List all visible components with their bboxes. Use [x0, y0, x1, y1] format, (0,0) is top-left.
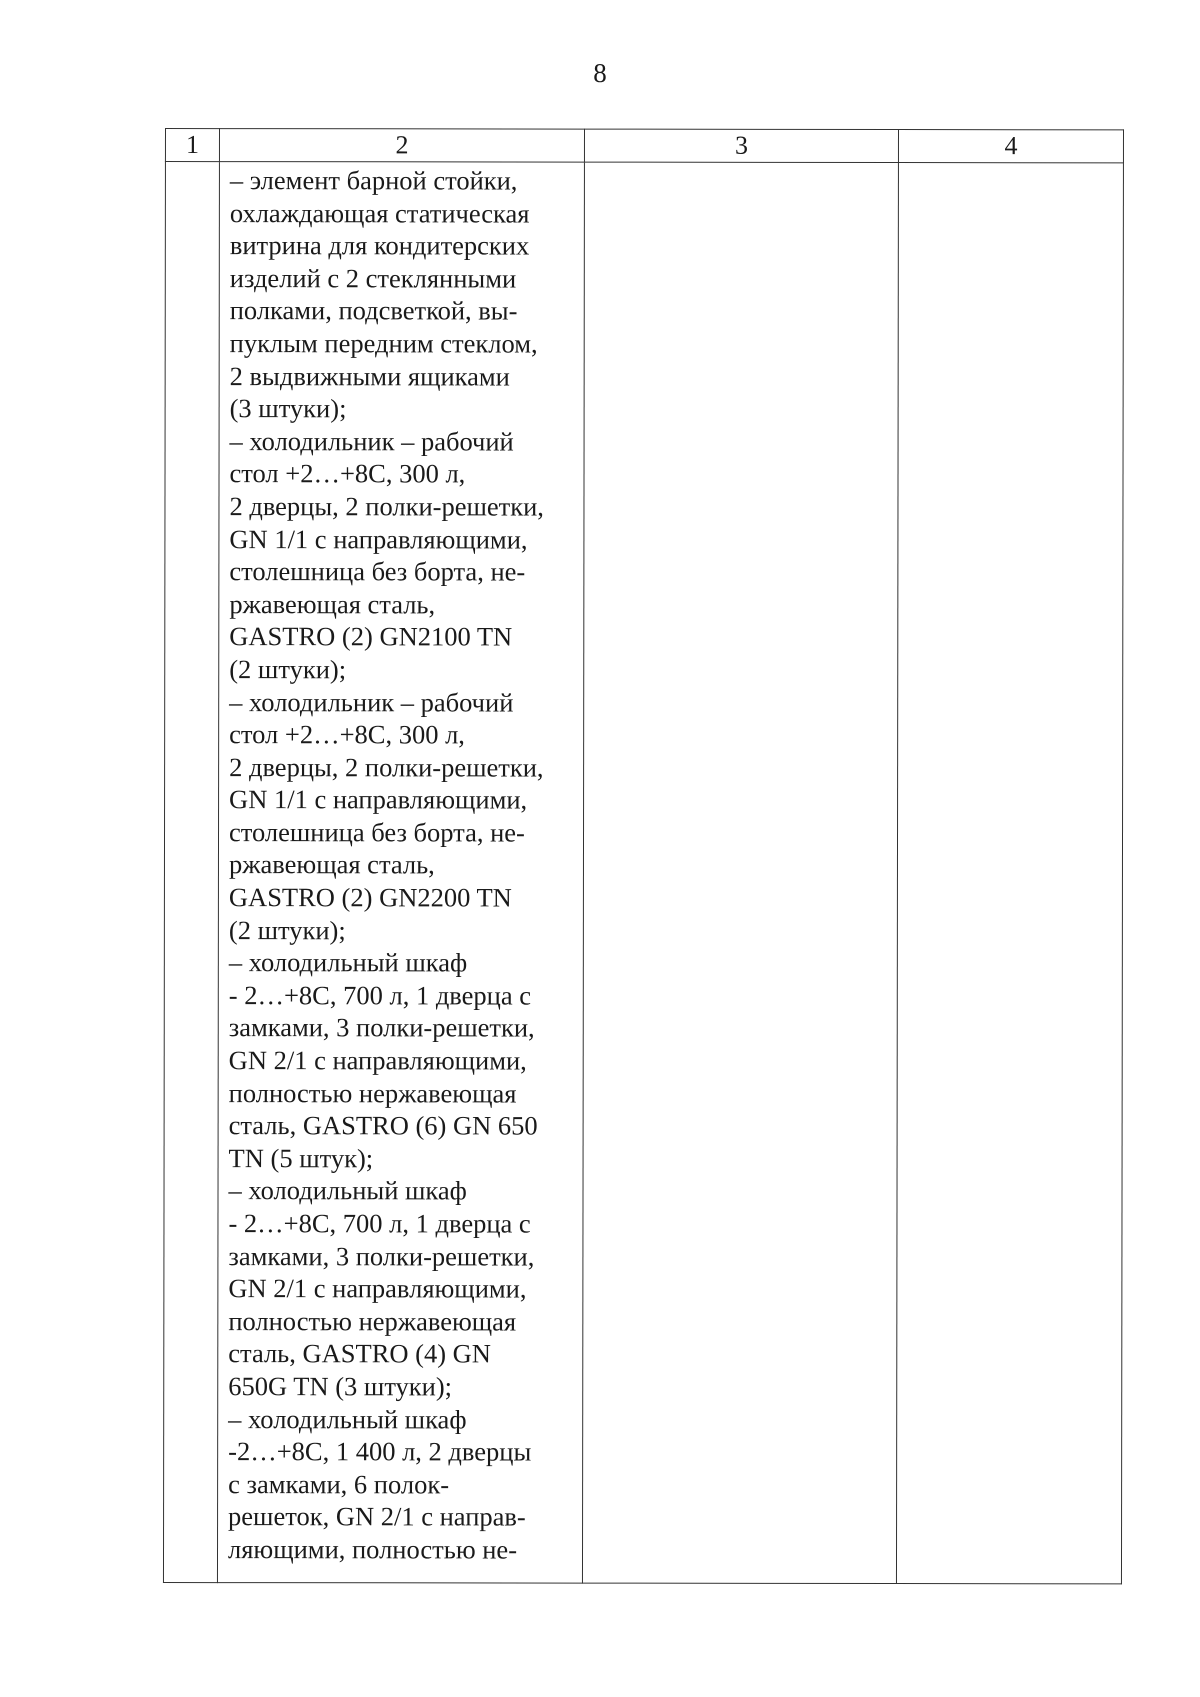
- text-line: GN 2/1 с направляющими,: [228, 1045, 527, 1076]
- text-line: 2 дверцы, 2 полки-решетки,: [229, 751, 544, 783]
- text-line: ржавеющая сталь,: [228, 849, 435, 880]
- text-line: столешница без борта, не-: [228, 816, 525, 848]
- header-col-3: 3: [584, 129, 898, 162]
- header-col-4: 4: [898, 130, 1123, 163]
- cell-col-2: [217, 162, 584, 1584]
- text-line: (2 штуки);: [229, 653, 347, 685]
- text-line: - 2…+8С, 700 л, 1 дверца с: [228, 1208, 531, 1239]
- text-line: 2 дверцы, 2 полки-решетки,: [229, 491, 544, 522]
- text-line: 2 выдвижными ящиками: [229, 360, 510, 392]
- text-line: столешница без борта, не-: [229, 556, 526, 587]
- text-line: ляющими, полностью не-: [227, 1534, 518, 1565]
- equipment-table: [163, 128, 1124, 1584]
- text-line: GASTRO (2) GN2200 TN: [228, 882, 512, 913]
- equipment-description: [218, 162, 584, 1566]
- text-line: стол +2…+8С, 300 л,: [229, 719, 465, 750]
- text-line: ржавеющая сталь,: [229, 588, 436, 620]
- text-line: – холодильный шкаф: [228, 947, 468, 978]
- text-line: (3 штуки);: [229, 393, 347, 424]
- text-line: – холодильник – рабочий: [229, 686, 514, 717]
- text-line: – холодильник – рабочий: [229, 425, 514, 457]
- text-line: – элемент барной стойки,: [229, 165, 518, 196]
- text-line: охлаждающая статическая: [229, 197, 530, 229]
- page-number: 8: [593, 58, 607, 88]
- cell-col-1: [163, 162, 219, 1583]
- text-line: -2…+8С, 1 400 л, 2 дверцы: [228, 1436, 532, 1467]
- text-line: решеток, GN 2/1 с направ-: [228, 1501, 526, 1532]
- text-line: изделий с 2 стеклянными: [229, 262, 517, 294]
- text-line: сталь, GASTRO (4) GN: [228, 1338, 491, 1369]
- table-header-row: [165, 129, 1123, 163]
- text-line: сталь, GASTRO (6) GN 650: [228, 1110, 538, 1141]
- text-line: - 2…+8С, 700 л, 1 дверца с: [228, 979, 532, 1011]
- text-line: с замками, 6 полок-: [228, 1468, 450, 1500]
- cell-col-4: [896, 163, 1123, 1584]
- text-line: полностью нержавеющая: [228, 1305, 517, 1337]
- table-row: [163, 162, 1123, 1584]
- cell-col-3: [582, 162, 898, 1583]
- text-line: – холодильный шкаф: [228, 1403, 467, 1434]
- text-line: 650G TN (3 штуки);: [228, 1371, 453, 1402]
- text-line: TN (5 штук);: [228, 1142, 374, 1174]
- text-line: – холодильный шкаф: [228, 1175, 467, 1206]
- text-line: полками, подсветкой, вы-: [229, 295, 518, 326]
- text-line: GASTRO (2) GN2100 TN: [229, 621, 513, 652]
- text-line: стол +2…+8С, 300 л,: [229, 458, 466, 489]
- text-line: GN 2/1 с направляющими,: [228, 1273, 527, 1304]
- header-col-2: 2: [219, 129, 584, 163]
- text-line: замками, 3 полки-решетки,: [228, 1012, 535, 1043]
- text-line: GN 1/1 с направляющими,: [229, 523, 528, 555]
- text-line: замками, 3 полки-решетки,: [228, 1240, 535, 1272]
- text-line: полностью нержавеющая: [228, 1077, 517, 1109]
- text-line: пуклым передним стеклом,: [229, 328, 538, 359]
- text-line: GN 1/1 с направляющими,: [229, 784, 528, 815]
- header-col-1: 1: [165, 129, 219, 162]
- text-line: витрина для кондитерских: [229, 230, 530, 261]
- text-line: (2 штуки);: [228, 914, 346, 945]
